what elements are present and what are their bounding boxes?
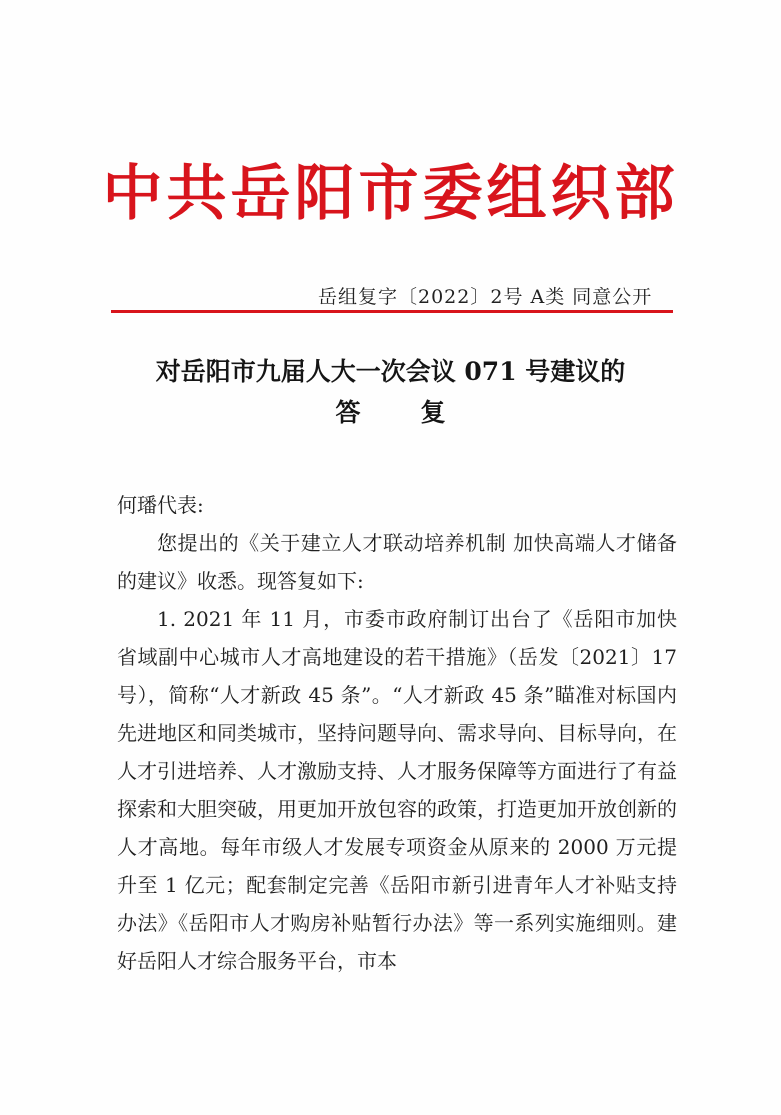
body-paragraph: 1. 2021 年 11 月，市委市政府制订出台了《岳阳市加快省域副中心城市人才高地建设的若干措施》（岳发〔2021〕17 号），简称“人才新政 45 条”。“人才新政 45 条”瞄准对标国内先进地区和同类城市，坚持问题导向、需求导向、目标导向，在人才引进培养、人才激励支持、人才服务保障等方面进行了有益探索和大胆突破，用更加开放包容的政策，打造更加开放创新的人才高地。每年市级人才发展专项资金从原来的 2000 万元提升至 1 亿元；配套制定完善《岳阳市新引进青年人才补贴支持办法》《岳阳市人才购房补贴暂行办法》等一系列实施细则。建好岳阳人才综合服务平台，市本 [117,607,677,973]
reply-title-line2 [0,396,781,430]
body-paragraph: 您提出的《关于建立人才联动培养机制 加快高端人才储备的建议》收悉。现答复如下: [117,531,677,593]
red-divider-line [111,310,673,313]
salutation: 何璠代表: [117,493,204,517]
document-body [117,486,677,980]
reply-title-char-1: 答 [335,398,361,427]
reply-title-char-2: 复 [420,398,446,427]
org-header-title: 中共岳阳市委组织部 [102,159,679,229]
reply-title-line1: 对岳阳市九届人大一次会议 071 号建议的 [155,357,626,386]
document-number: 岳组复字〔2022〕2号 A类 同意公开 [318,286,653,308]
